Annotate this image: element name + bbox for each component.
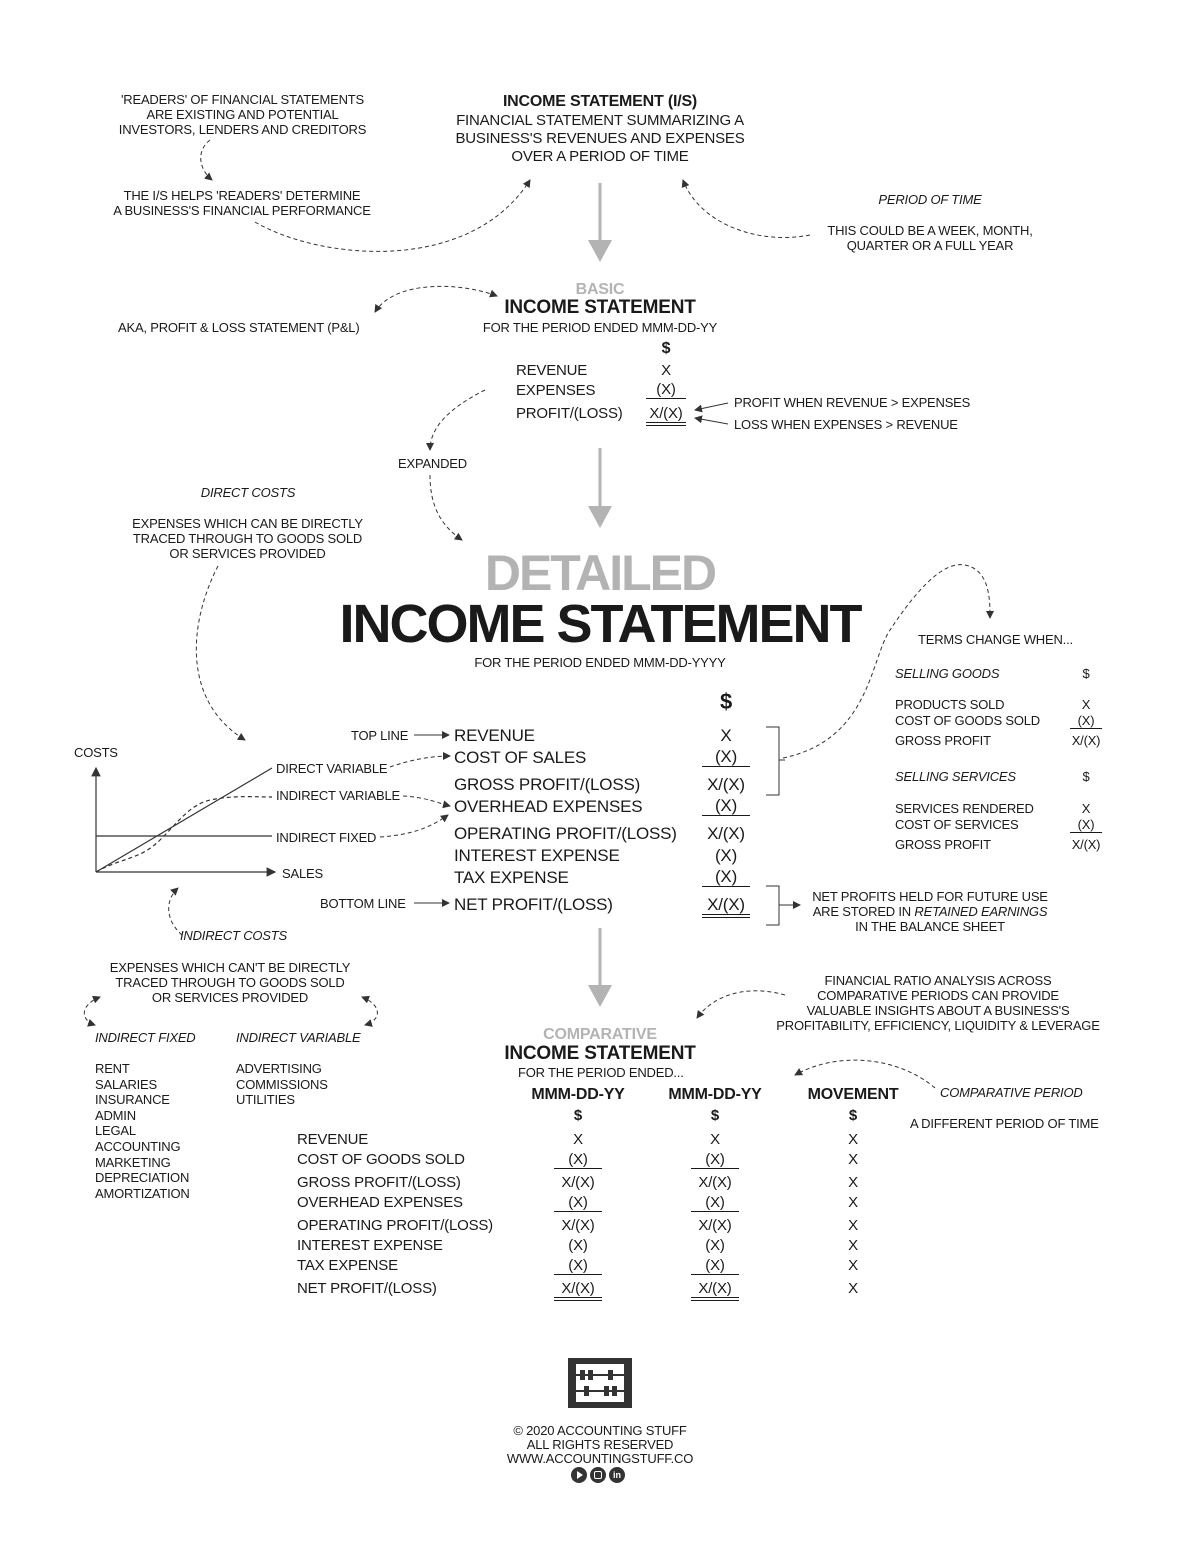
footer-rights: ALL RIGHTS RESERVED (526, 1437, 674, 1452)
comp-row-value-2: (X) (691, 1151, 739, 1169)
direct-costs-heading: DIRECT COSTS (200, 485, 296, 500)
direct-variable-label: DIRECT VARIABLE (276, 761, 388, 776)
comp-row-label: OVERHEAD EXPENSES (297, 1194, 463, 1211)
comp-currency-3: $ (848, 1107, 858, 1124)
basic-row-value: X (661, 362, 671, 379)
helps-note: THE I/S HELPS 'READERS' DETERMINE A BUSINESS'S FINANCIAL PERFORMANCE (113, 188, 371, 218)
linkedin-icon[interactable]: in (609, 1467, 625, 1483)
comp-period-connector (795, 1060, 935, 1088)
comp-row-value-3: X (848, 1151, 858, 1168)
comp-row-value-3: X (848, 1174, 858, 1191)
period-note: THIS COULD BE A WEEK, MONTH, QUARTER OR A FULL YEAR (827, 223, 1033, 253)
detailed-currency: $ (719, 689, 733, 714)
comp-period-heading: COMPARATIVE PERIOD (940, 1085, 1083, 1100)
period-heading: PERIOD OF TIME (878, 192, 982, 207)
comp-row-value-2: (X) (691, 1257, 739, 1275)
basic-title: INCOME STATEMENT (504, 297, 696, 318)
goods-row-label: PRODUCTS SOLD (895, 697, 1005, 712)
expanded-label: EXPANDED (398, 456, 467, 471)
indirect-variable-heading: INDIRECT VARIABLE (236, 1030, 361, 1045)
comp-row-value-1: (X) (554, 1194, 602, 1212)
bottom-line-label: BOTTOM LINE (320, 896, 406, 911)
detailed-row-value: (X) (702, 867, 750, 887)
ratio-note: FINANCIAL RATIO ANALYSIS ACROSS COMPARATIVE PERIODS CAN PROVIDE VALUABLE INSIGHTS ABOUT A BUSINESS'S PROFITABILITY, EFFICIENCY, LIQUIDITY & LEVERAGE (776, 973, 1100, 1033)
detailed-row-value: (X) (702, 796, 750, 816)
graph-x-label: SALES (282, 866, 323, 881)
indirect-fixed-label: INDIRECT FIXED (276, 830, 377, 845)
page-subtitle: FINANCIAL STATEMENT SUMMARIZING A BUSINESS'S REVENUES AND EXPENSES OVER A PERIOD OF TIME (455, 112, 745, 165)
instagram-icon[interactable] (590, 1467, 606, 1483)
indirect-variable-list: ADVERTISING COMMISSIONS UTILITIES (236, 1061, 328, 1108)
detailed-row-value: X (720, 726, 732, 745)
comp-row-label: COST OF GOODS SOLD (297, 1151, 465, 1168)
period-connector (683, 180, 810, 238)
abacus-icon (566, 1356, 634, 1410)
indirect-fixed-heading: INDIRECT FIXED (95, 1030, 196, 1045)
readers-connector (201, 140, 212, 180)
detailed-row-value: X/(X) (702, 895, 750, 918)
comp-row-value-3: X (848, 1280, 858, 1297)
indirect-fixed-list: RENT SALARIES INSURANCE ADMIN LEGAL ACCOUNTING MARKETING DEPRECIATION AMORTIZATION (95, 1061, 190, 1201)
indirect-variable-label: INDIRECT VARIABLE (276, 788, 400, 803)
services-row-label: GROSS PROFIT (895, 837, 991, 852)
comp-row-label: TAX EXPENSE (297, 1257, 398, 1274)
page-title: INCOME STATEMENT (I/S) (502, 93, 698, 110)
expanded-connector-top (430, 390, 485, 450)
comp-row-value-1: X/(X) (554, 1280, 602, 1301)
indirect-fixed-connector (380, 815, 448, 837)
comp-currency-1: $ (573, 1107, 583, 1124)
detailed-row-value: X/(X) (707, 775, 745, 794)
basic-row-value: X/(X) (646, 405, 686, 426)
comp-row-label: OPERATING PROFIT/(LOSS) (297, 1217, 493, 1234)
goods-row-value: X/(X) (1071, 733, 1101, 748)
terms-heading: TERMS CHANGE WHEN... (918, 632, 1073, 647)
detailed-row-label: NET PROFIT/(LOSS) (454, 895, 613, 914)
comp-row-value-3: X (848, 1237, 858, 1254)
detailed-row-label: OPERATING PROFIT/(LOSS) (454, 824, 677, 843)
comparative-title: INCOME STATEMENT (504, 1043, 696, 1064)
comp-row-label: INTEREST EXPENSE (297, 1237, 443, 1254)
basic-currency: $ (661, 340, 671, 357)
comp-row-value-1: X/(X) (561, 1217, 595, 1234)
direct-variable-connector (390, 756, 450, 767)
services-row-value: X/(X) (1071, 837, 1101, 852)
flow-arrow-1 (588, 183, 612, 262)
basic-row-label: EXPENSES (516, 382, 596, 399)
comp-row-value-2: X (710, 1131, 720, 1148)
retained-earnings-note (805, 889, 1055, 934)
loss-note: LOSS WHEN EXPENSES > REVENUE (734, 417, 958, 432)
detailed-period: FOR THE PERIOD ENDED MMM-DD-YYYY (474, 655, 726, 670)
comp-row-value-1: (X) (554, 1257, 602, 1275)
comp-row-value-1: (X) (554, 1151, 602, 1169)
direct-variable-line (96, 768, 272, 872)
top-line-label: TOP LINE (351, 728, 409, 743)
services-row-label: COST OF SERVICES (895, 817, 1019, 832)
direct-costs-connector (196, 566, 245, 740)
services-currency: $ (1082, 769, 1090, 784)
comp-currency-2: $ (710, 1107, 720, 1124)
basic-tag: BASIC (575, 281, 625, 298)
goods-row-label: GROSS PROFIT (895, 733, 991, 748)
detailed-row-label: OVERHEAD EXPENSES (454, 797, 643, 816)
readers-note: 'READERS' OF FINANCIAL STATEMENTS ARE EXISTING AND POTENTIAL INVESTORS, LENDERS AND CREDITORS (118, 92, 367, 137)
cost-graph (96, 768, 275, 872)
comp-row-value-3: X (848, 1194, 858, 1211)
services-heading: SELLING SERVICES (895, 769, 1016, 784)
retained-note-line-3: IN THE BALANCE SHEET (855, 919, 1005, 934)
social-icons (571, 1467, 631, 1483)
profit-note: PROFIT WHEN REVENUE > EXPENSES (734, 395, 971, 410)
detailed-row-label: TAX EXPENSE (454, 868, 569, 887)
detailed-tag: DETAILED (484, 545, 716, 601)
goods-row-label: COST OF GOODS SOLD (895, 713, 1040, 728)
basic-period: FOR THE PERIOD ENDED MMM-DD-YY (482, 320, 718, 335)
comp-col-header-3: MOVEMENT (807, 1086, 899, 1103)
comparative-period: FOR THE PERIOD ENDED... (518, 1065, 684, 1080)
comp-col-header-1: MMM-DD-YY (531, 1086, 625, 1103)
comp-row-value-2: (X) (705, 1237, 725, 1254)
goods-heading: SELLING GOODS (895, 666, 1000, 681)
detailed-row-label: INTEREST EXPENSE (454, 846, 620, 865)
detailed-row-value: (X) (714, 846, 738, 865)
retained-note-line-1: NET PROFITS HELD FOR FUTURE USE (812, 889, 1048, 904)
comp-row-value-1: X (573, 1131, 583, 1148)
detailed-row-label: COST OF SALES (454, 748, 587, 767)
comp-row-value-1: (X) (568, 1237, 588, 1254)
comp-row-value-2: X/(X) (698, 1174, 732, 1191)
indirect-costs-note: EXPENSES WHICH CAN'T BE DIRECTLY TRACED THROUGH TO GOODS SOLD OR SERVICES PROVIDED (109, 960, 351, 1005)
goods-currency: $ (1082, 666, 1090, 681)
youtube-icon[interactable] (571, 1467, 587, 1483)
graph-y-label: COSTS (74, 745, 118, 760)
footer-copyright: © 2020 ACCOUNTING STUFF (513, 1423, 687, 1438)
comp-row-value-2: X/(X) (691, 1280, 739, 1301)
comparative-tag: COMPARATIVE (543, 1026, 657, 1043)
detailed-title: INCOME STATEMENT (339, 594, 861, 654)
comp-period-note: A DIFFERENT PERIOD OF TIME (910, 1116, 1099, 1131)
comp-row-value-2: X/(X) (698, 1217, 732, 1234)
comp-row-label: NET PROFIT/(LOSS) (297, 1280, 437, 1297)
indirect-costs-heading: INDIRECT COSTS (180, 928, 287, 943)
retained-note-line-2: ARE STORED IN RETAINED EARNINGS (812, 904, 1048, 919)
comp-row-value-3: X (848, 1217, 858, 1234)
goods-row-value: X (1081, 697, 1091, 712)
indirect-variable-connector (403, 796, 450, 806)
detailed-row-label: REVENUE (454, 726, 535, 745)
comp-row-label: REVENUE (297, 1131, 369, 1148)
detailed-row-value: (X) (702, 747, 750, 767)
comp-row-value-2: (X) (691, 1194, 739, 1212)
direct-costs-note: EXPENSES WHICH CAN BE DIRECTLY TRACED THROUGH TO GOODS SOLD OR SERVICES PROVIDED (132, 516, 363, 561)
services-row-value: (X) (1070, 817, 1102, 833)
goods-row-value: (X) (1070, 713, 1102, 729)
footer-website[interactable]: WWW.ACCOUNTINGSTUFF.CO (506, 1451, 694, 1466)
detailed-row-label: GROSS PROFIT/(LOSS) (454, 775, 641, 794)
detailed-row-value: X/(X) (707, 824, 745, 843)
comp-row-value-3: X (848, 1257, 858, 1274)
aka-note: AKA, PROFIT & LOSS STATEMENT (P&L) (118, 320, 360, 335)
comp-col-header-2: MMM-DD-YY (668, 1086, 762, 1103)
services-row-value: X (1081, 801, 1091, 816)
basic-row-value: (X) (646, 381, 686, 399)
services-row-label: SERVICES RENDERED (895, 801, 1034, 816)
expanded-connector-bottom (430, 475, 462, 540)
comp-row-value-3: X (848, 1131, 858, 1148)
comp-row-label: GROSS PROFIT/(LOSS) (297, 1174, 461, 1191)
basic-row-label: PROFIT/(LOSS) (516, 405, 623, 422)
basic-row-label: REVENUE (516, 362, 588, 379)
indirect-variable-curve (96, 797, 272, 872)
comp-row-value-1: X/(X) (561, 1174, 595, 1191)
flow-arrow-2 (588, 448, 612, 528)
flow-arrow-3 (588, 928, 612, 1007)
